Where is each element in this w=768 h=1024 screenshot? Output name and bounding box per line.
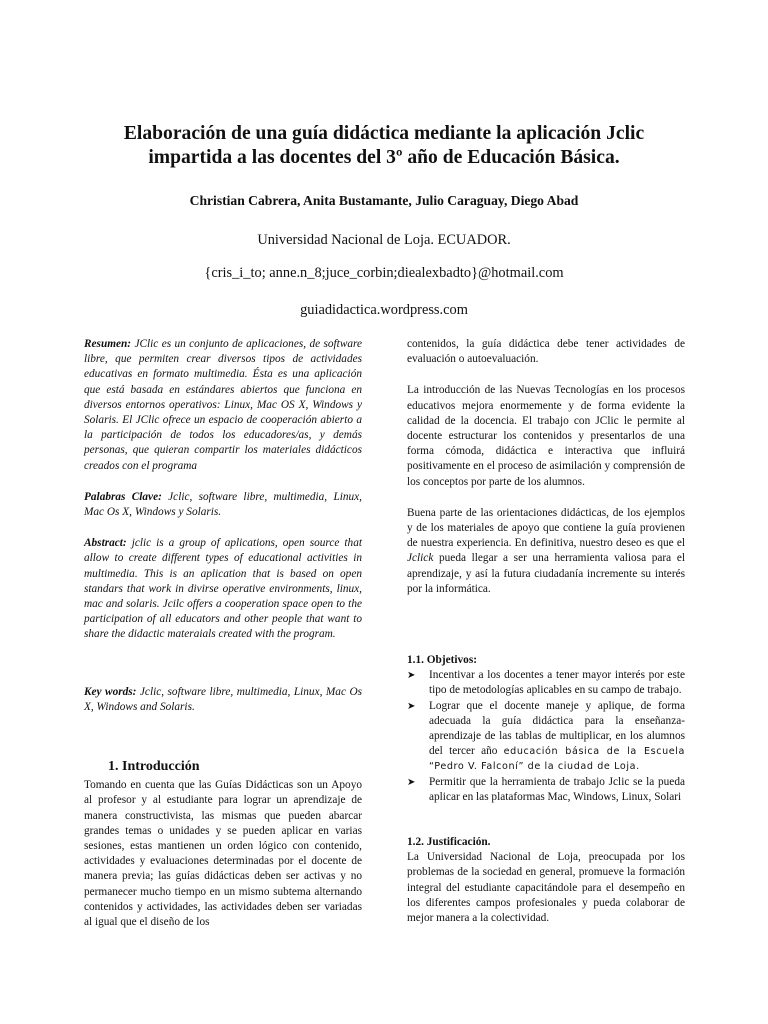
justificacion-heading: 1.2. Justificación. bbox=[407, 836, 491, 849]
arrow-bullet-icon: ➤ bbox=[407, 700, 416, 712]
authors: Christian Cabrera, Anita Bustamante, Julio Caraguay, Diego Abad bbox=[189, 193, 579, 208]
university: Universidad Nacional de Loja. ECUADOR. bbox=[257, 232, 511, 248]
right-paragraph-3 bbox=[407, 506, 685, 597]
palabras-clave-paragraph bbox=[84, 490, 362, 520]
resumen-paragraph bbox=[84, 337, 362, 474]
objetivos-list bbox=[407, 668, 685, 805]
palabras-clave-text: Jclic, software libre, multimedia, Linux, Mac Os X, Windows y Solaris. bbox=[84, 490, 362, 519]
objetivo-3: Permitir que la herramienta de trabajo Jclic se la pueda aplicar en las plataformas Mac, Windows, Linux, Solari bbox=[429, 775, 685, 803]
right-column bbox=[407, 337, 685, 926]
justificacion-text: La Universidad Nacional de Loja, preocupada por los problemas de la sociedad en general, promueve la formación integral del estudiante capacitándole para el desempeño en los diferentes campos profesionales y pueda colaborar de mejor manera a la colectividad. bbox=[407, 851, 685, 925]
jclick-term: Jclick bbox=[407, 552, 434, 565]
arrow-bullet-icon: ➤ bbox=[407, 670, 416, 682]
list-item bbox=[407, 699, 685, 775]
palabras-clave-label: Palabras Clave: bbox=[84, 490, 162, 503]
list-item bbox=[407, 668, 685, 698]
left-column bbox=[84, 337, 362, 930]
objetivo-2-school: educación básica de la Escuela “Pedro V. Falconí” de la ciudad de Loja. bbox=[429, 746, 686, 773]
title-line-2: impartida a las docentes del 3º año de Educación Básica. bbox=[148, 147, 620, 168]
intro-text: Tomando en cuenta que las Guías Didácticas son un Apoyo al profesor y al estudiante para lograr un aprendizaje de manera constructivista, las mismas que pueden abarcar grandes temas o unidades y se pueden aplicar en varias sesiones, estas mantienen un orden lógico con contenido, actividades y evaluaciones determinadas por el docente de manera previa; las guías didácticas deben ser activas y no permanecer mucho tiempo en un mismo subtema alternando contenidos y actividades, las actividades deben ser variadas al igual que el diseño de los bbox=[84, 779, 362, 929]
objetivo-2-text: Lograr que el docente maneje y aplique, de forma adecuada la guía didáctica para la enseñanza-aprendizaje de las tablas de multiplicar, en los alumnos del tercer año bbox=[429, 699, 685, 758]
para3-start: Buena parte de las orientaciones didácticas, de los ejemplos y de los materiales de apoyo que contiene la guía provienen de nuestra experiencia. En definitiva, nuestro deseo es que el bbox=[407, 506, 685, 550]
emails: {cris_i_to; anne.n_8;juce_corbin;diealexbadto}@hotmail.com bbox=[204, 265, 564, 281]
paper-title bbox=[40, 122, 728, 170]
objetivo-1: Incentivar a los docentes a tener mayor interés por este tipo de metodologías aplicables en su campo de trabajo. bbox=[429, 669, 685, 697]
arrow-bullet-icon: ➤ bbox=[407, 776, 416, 788]
right-paragraph-2: La introducción de las Nuevas Tecnologías en los procesos educativos mejora enormemente y de forma evidente la calidad de la docencia. El trabajo con JClic le permite al docente estructurar los contenidos y presentarlos de una forma cómoda, didáctica e interactiva que influirá positivamente en el proceso de asimilación y comprensión de los conceptos por parte de los alumnos. bbox=[407, 384, 685, 488]
abstract-text: jclic is a group of aplications, open source that allow to create different types of educational activities in multimedia. This is an aplication that is based on open standars that work in divirse operative environments, linux, mac and solaris. Jcilc offers a cooperation space open to the participation of all educators and other people that want to share the didactic materaials created with the program. bbox=[84, 537, 362, 641]
para3-end: pueda llegar a ser una herramienta valiosa para el aprendizaje, y así la futura ciudadanía incremente su interés por la informática. bbox=[407, 552, 685, 595]
keywords-paragraph bbox=[84, 685, 362, 715]
keywords-text: Jclic, software libre, multimedia, Linux, Mac Os X, Windows and Solaris. bbox=[84, 685, 362, 713]
website: guiadidactica.wordpress.com bbox=[300, 302, 468, 318]
intro-heading: 1. Introducción bbox=[108, 759, 200, 775]
objetivos-heading: 1.1. Objetivos: bbox=[407, 654, 477, 667]
resumen-label: Resumen: bbox=[84, 338, 132, 350]
abstract-label: Abstract: bbox=[84, 537, 127, 550]
right-paragraph-1: contenidos, la guía didáctica debe tener actividades de evaluación o autoevaluación. bbox=[407, 338, 685, 366]
keywords-label: Key words: bbox=[84, 685, 137, 698]
resumen-text: JClic es un conjunto de aplicaciones, de software libre, que permiten crear diversos tipos de actividades educativas en formato multimedia. Ésta es una aplicación que está basada en estándares abiertos que funciona en diversos entornos operativos: Linux, Mac OS X, Windows y Solaris. El JClic ofrece un espacio de cooperación abierto a la participación de todos los educadores/as, y demás personas, que quieran compartir los materiales didácticos creados con el programa bbox=[84, 338, 362, 472]
title-line-1: Elaboración de una guía didáctica mediante la aplicación Jclic bbox=[123, 123, 645, 144]
abstract-paragraph bbox=[84, 536, 362, 642]
list-item bbox=[407, 775, 685, 805]
